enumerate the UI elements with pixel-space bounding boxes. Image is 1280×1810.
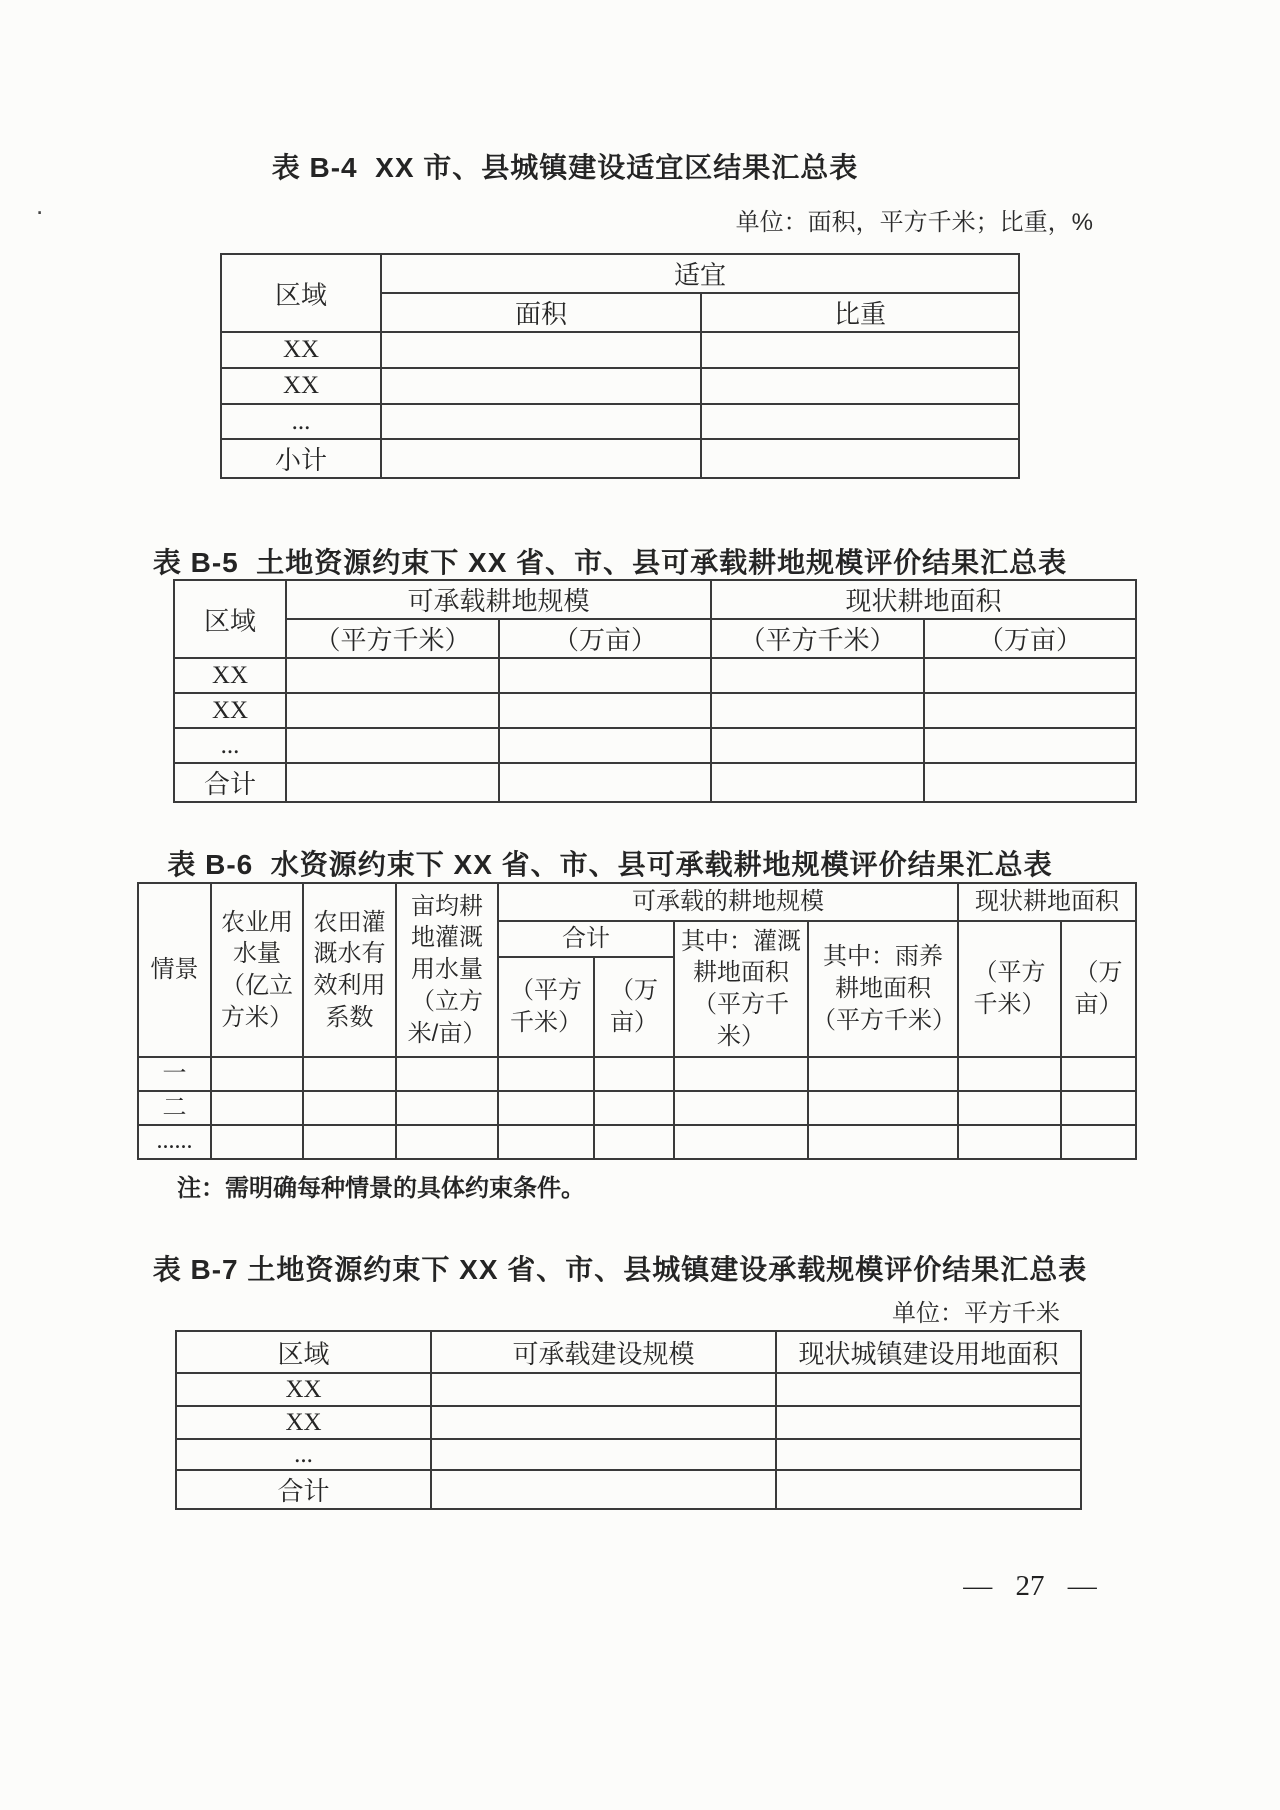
table-row	[221, 439, 1019, 478]
empty-cell	[381, 404, 701, 439]
b6-header-total: 合计	[498, 921, 674, 957]
table-b4-unit-note: 单位：面积，平方千米；比重，%	[735, 209, 1093, 236]
empty-cell	[674, 1057, 808, 1091]
table-row	[221, 332, 1019, 368]
b5-header-region: 区域	[174, 580, 286, 658]
empty-cell	[396, 1125, 498, 1159]
b6-row-label: ......	[138, 1125, 211, 1159]
table-b4-title: 表 B-4 XX 市、县城镇建设适宜区结果汇总表	[271, 152, 859, 183]
empty-cell	[381, 368, 701, 404]
b5-header-bearable-cropland: 可承载耕地规模	[286, 580, 711, 619]
empty-cell	[431, 1470, 776, 1509]
table-row	[176, 1470, 1081, 1509]
b4-header-proportion: 比重	[701, 293, 1019, 332]
b4-row-label: ...	[221, 404, 381, 439]
table-row	[174, 619, 1136, 658]
empty-cell	[286, 728, 499, 763]
empty-cell	[594, 1091, 674, 1125]
empty-cell	[808, 1057, 958, 1091]
b6-header-total-sqkm: （平方千米）	[498, 957, 594, 1057]
empty-cell	[396, 1091, 498, 1125]
table-b6-note: 注：需明确每种情景的具体约束条件。	[177, 1175, 585, 1202]
page-number: — 27 —	[963, 1570, 1097, 1602]
table-row	[174, 693, 1136, 728]
empty-cell	[701, 332, 1019, 368]
empty-cell	[431, 1406, 776, 1439]
empty-cell	[701, 439, 1019, 478]
b4-row-label: XX	[221, 368, 381, 404]
table-row	[138, 1057, 1136, 1091]
empty-cell	[1061, 1125, 1136, 1159]
b6-header-current-wanmu: （万亩）	[1061, 921, 1136, 1057]
b7-row-label: XX	[176, 1373, 431, 1406]
table-row	[176, 1439, 1081, 1470]
empty-cell	[594, 1125, 674, 1159]
table-row	[174, 658, 1136, 693]
b4-header-region: 区域	[221, 254, 381, 332]
table-row	[174, 763, 1136, 802]
b6-header-bearable-cropland: 可承载的耕地规模	[498, 883, 958, 921]
b7-header-region: 区域	[176, 1331, 431, 1373]
empty-cell	[958, 1125, 1061, 1159]
empty-cell	[286, 763, 499, 802]
empty-cell	[303, 1125, 396, 1159]
table-row	[176, 1373, 1081, 1406]
b5-header-current-cropland: 现状耕地面积	[711, 580, 1136, 619]
empty-cell	[701, 404, 1019, 439]
empty-cell	[211, 1125, 303, 1159]
b6-header-irrigation-efficiency: 农田灌溉水有效利用系数	[303, 883, 396, 1057]
table-row	[176, 1331, 1081, 1373]
table-row	[138, 883, 1136, 921]
table-row	[221, 254, 1019, 293]
empty-cell	[701, 368, 1019, 404]
b7-row-label: ...	[176, 1439, 431, 1470]
empty-cell	[1061, 1091, 1136, 1125]
b6-header-current-sqkm: （平方千米）	[958, 921, 1061, 1057]
empty-cell	[499, 728, 711, 763]
b7-header-bearable-construction: 可承载建设规模	[431, 1331, 776, 1373]
b7-row-label: 合计	[176, 1470, 431, 1509]
empty-cell	[924, 658, 1136, 693]
table-b7-title: 表 B-7 土地资源约束下 XX 省、市、县城镇建设承载规模评价结果汇总表	[152, 1254, 1088, 1285]
b4-header-suitable: 适宜	[381, 254, 1019, 293]
empty-cell	[381, 439, 701, 478]
b5-row-label: 合计	[174, 763, 286, 802]
empty-cell	[498, 1125, 594, 1159]
empty-cell	[776, 1439, 1081, 1470]
empty-cell	[924, 693, 1136, 728]
empty-cell	[711, 728, 924, 763]
b6-header-irrigated-cropland: 其中：灌溉耕地面积（平方千米）	[674, 921, 808, 1057]
empty-cell	[924, 728, 1136, 763]
scan-artifact-dot: .	[36, 190, 44, 220]
empty-cell	[711, 658, 924, 693]
empty-cell	[808, 1125, 958, 1159]
empty-cell	[498, 1057, 594, 1091]
b6-header-rainfed-cropland: 其中：雨养耕地面积（平方千米）	[808, 921, 958, 1057]
empty-cell	[958, 1057, 1061, 1091]
empty-cell	[431, 1373, 776, 1406]
b5-header-wanmu: （万亩）	[499, 619, 711, 658]
table-row	[138, 1091, 1136, 1125]
b6-row-label: 二	[138, 1091, 211, 1125]
empty-cell	[594, 1057, 674, 1091]
empty-cell	[776, 1406, 1081, 1439]
table-row	[176, 1406, 1081, 1439]
empty-cell	[711, 763, 924, 802]
empty-cell	[286, 658, 499, 693]
table-b7-unit-note: 单位：平方千米	[892, 1300, 1060, 1327]
b5-header-sqkm: （平方千米）	[711, 619, 924, 658]
empty-cell	[211, 1091, 303, 1125]
empty-cell	[303, 1057, 396, 1091]
empty-cell	[499, 693, 711, 728]
b7-header-current-urban-land: 现状城镇建设用地面积	[776, 1331, 1081, 1373]
b7-row-label: XX	[176, 1406, 431, 1439]
b5-header-wanmu: （万亩）	[924, 619, 1136, 658]
empty-cell	[1061, 1057, 1136, 1091]
b5-row-label: XX	[174, 693, 286, 728]
empty-cell	[498, 1091, 594, 1125]
empty-cell	[776, 1470, 1081, 1509]
table-b5	[173, 579, 1137, 803]
empty-cell	[499, 658, 711, 693]
empty-cell	[674, 1125, 808, 1159]
b4-row-label: XX	[221, 332, 381, 368]
empty-cell	[381, 332, 701, 368]
table-row	[174, 728, 1136, 763]
empty-cell	[396, 1057, 498, 1091]
empty-cell	[776, 1373, 1081, 1406]
table-row	[138, 1125, 1136, 1159]
b5-row-label: ...	[174, 728, 286, 763]
b5-row-label: XX	[174, 658, 286, 693]
empty-cell	[431, 1439, 776, 1470]
empty-cell	[958, 1091, 1061, 1125]
table-b4	[220, 253, 1020, 479]
b6-header-per-mu-water: 亩均耕地灌溉用水量（立方米/亩）	[396, 883, 498, 1057]
empty-cell	[211, 1057, 303, 1091]
empty-cell	[924, 763, 1136, 802]
table-b7	[175, 1330, 1082, 1510]
b4-row-label: 小计	[221, 439, 381, 478]
b6-header-agri-water: 农业用水量（亿立方米）	[211, 883, 303, 1057]
table-row	[221, 368, 1019, 404]
empty-cell	[674, 1091, 808, 1125]
empty-cell	[711, 693, 924, 728]
table-b6-title: 表 B-6 水资源约束下 XX 省、市、县可承载耕地规模评价结果汇总表	[167, 849, 1053, 880]
empty-cell	[808, 1091, 958, 1125]
table-row	[221, 404, 1019, 439]
table-b6	[137, 882, 1137, 1160]
b6-header-current-cropland: 现状耕地面积	[958, 883, 1136, 921]
empty-cell	[499, 763, 711, 802]
b4-header-area: 面积	[381, 293, 701, 332]
empty-cell	[303, 1091, 396, 1125]
table-row	[174, 580, 1136, 619]
empty-cell	[286, 693, 499, 728]
b5-header-sqkm: （平方千米）	[286, 619, 499, 658]
b6-header-total-wanmu: （万亩）	[594, 957, 674, 1057]
b6-row-label: 一	[138, 1057, 211, 1091]
table-b5-title: 表 B-5 土地资源约束下 XX 省、市、县可承载耕地规模评价结果汇总表	[152, 547, 1068, 578]
b6-header-scenario: 情景	[138, 883, 211, 1057]
